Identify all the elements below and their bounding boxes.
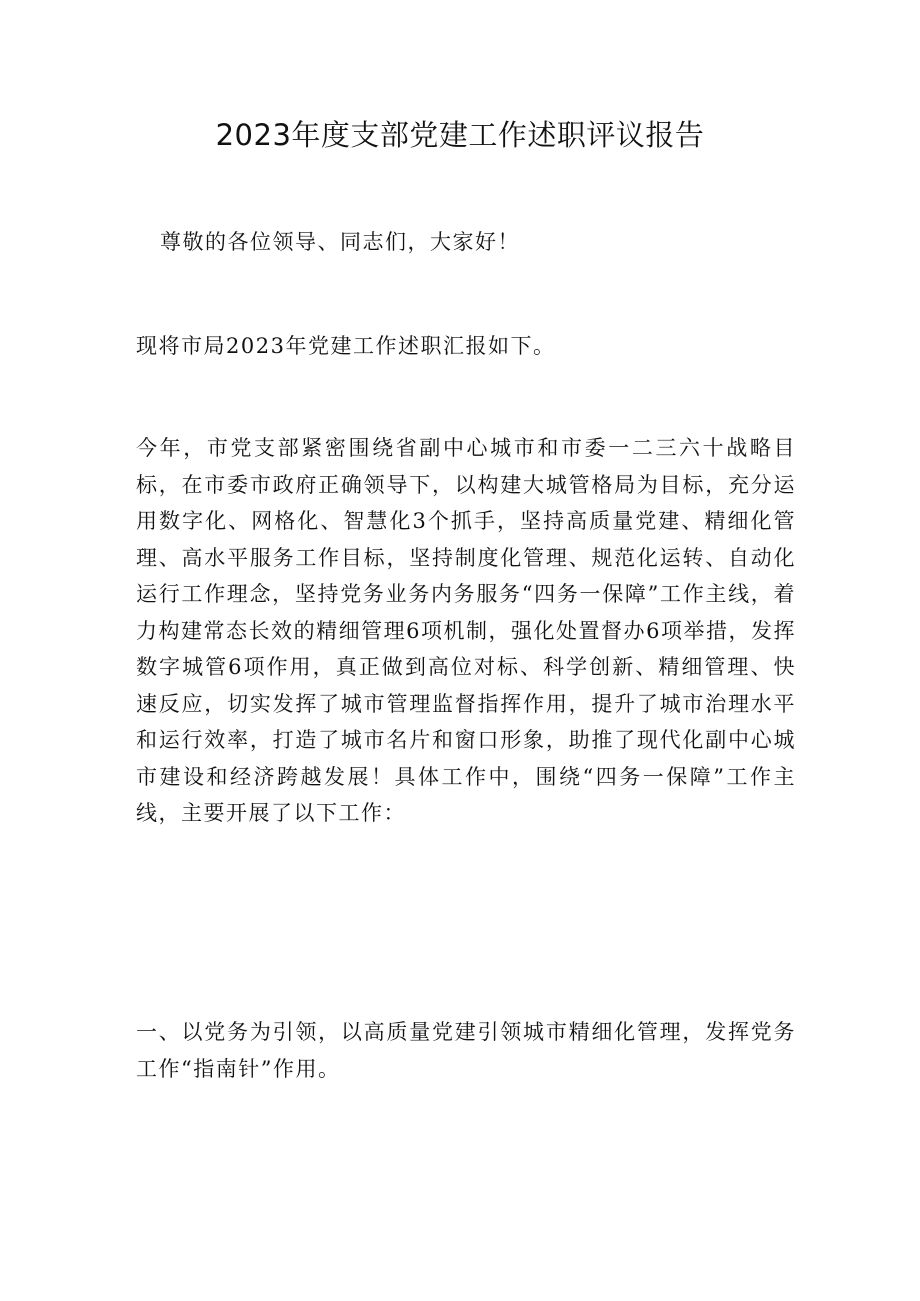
document-title: 2023年度支部党建工作述职评议报告 [215,118,705,152]
greeting-line: 尊敬的各位领导、同志们，大家好！ [160,230,520,254]
intro-paragraph: 现将市局2023年党建工作述职汇报如下。 [136,334,556,358]
body-paragraph: 今年，市党支部紧密围绕省副中心城市和市委一二三六十战略目标，在市委市政府正确领导下，以构建大城管格局为目标，充分运用数字化、网格化、智慧化3个抓手，坚持高质量党建、精细化管理、高水平服务工作目标，坚持制度化管理、规范化运转、自动化运行工作理念，坚持党务业务内务服务“四务一保障”工作主线，着力构建常态长效的精细管理6项机制，强化处置督办6项举措，发挥数字城管6项作用，真正做到高位对标、科学创新、精细管理、快速反应，切实发挥了城市管理监督指挥作用，提升了城市治理水平和运行效率，打造了城市名片和窗口形象，助推了现代化副中心城市建设和经济跨越发展！具体工作中，围绕“四务一保障”工作主线，主要开展了以下工作： [136,436,796,825]
section-heading-1: 一、以党务为引领，以高质量党建引领城市精细化管理，发挥党务工作“指南针”作用。 [136,1020,796,1081]
